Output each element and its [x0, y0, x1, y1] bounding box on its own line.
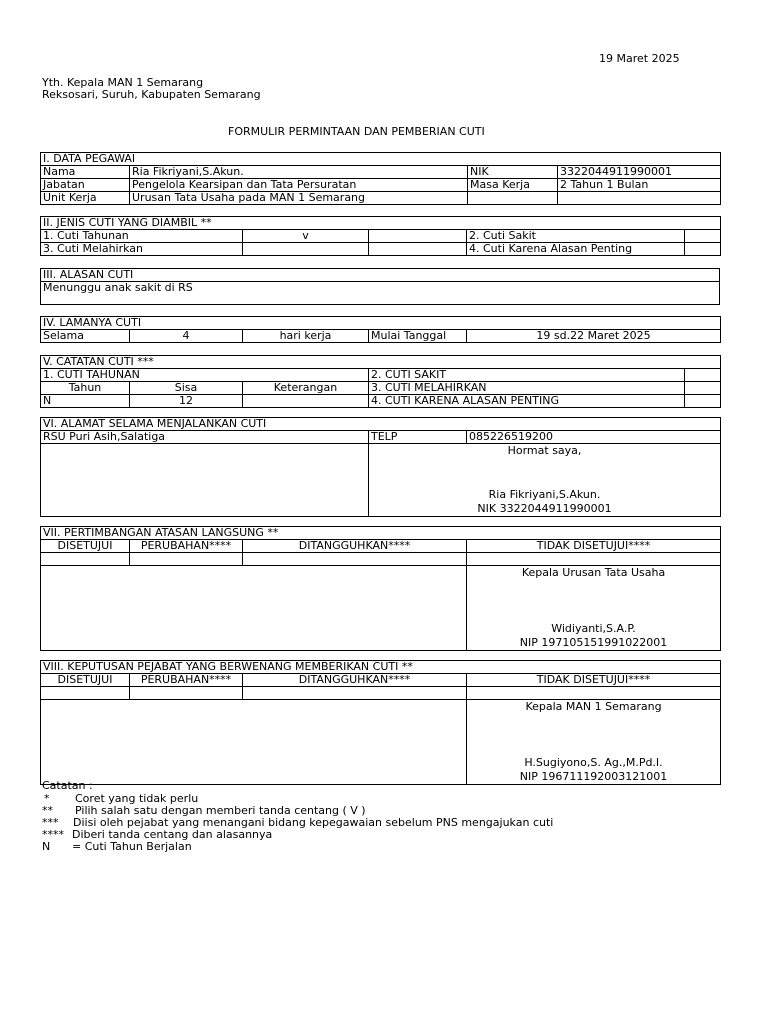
perubahan-header: PERUBAHAN****	[130, 674, 243, 687]
col-keterangan: Keterangan	[243, 382, 369, 395]
section-alasan-cuti	[40, 268, 720, 305]
note-mark-1: *	[44, 792, 50, 805]
perubahan-checkbox[interactable]	[130, 553, 243, 566]
section-lamanya-cuti	[40, 316, 721, 343]
selama-label: Selama	[41, 330, 130, 343]
tidak-disetujui-header: TIDAK DISETUJUI****	[467, 540, 721, 553]
jabatan-label: Jabatan	[41, 179, 130, 192]
section-title: VIII. KEPUTUSAN PEJABAT YANG BERWENANG MEMBERIKAN CUTI **	[41, 661, 721, 674]
disetujui-checkbox[interactable]	[41, 553, 130, 566]
form-title: FORMULIR PERMINTAAN DAN PEMBERIAN CUTI	[228, 125, 485, 138]
nik-label: NIK	[468, 166, 558, 179]
addressee-line-2: Reksosari, Suruh, Kabupaten Semarang	[42, 88, 261, 101]
checkmark-cuti-tahunan[interactable]: v	[243, 230, 369, 243]
section-alamat	[40, 417, 721, 517]
atasan-name: Widiyanti,S.A.P.	[551, 622, 636, 635]
perubahan-header: PERUBAHAN****	[130, 540, 243, 553]
atasan-nip: NIP 197105151991022001	[519, 636, 668, 649]
letter-date: 19 Maret 2025	[599, 52, 680, 65]
section-catatan-cuti	[40, 355, 721, 408]
option-cuti-tahunan: 1. Cuti Tahunan	[41, 230, 243, 243]
address-value: RSU Puri Asih,Salatiga	[41, 431, 369, 444]
section-title: III. ALASAN CUTI	[41, 269, 720, 282]
nama-value: Ria Fikriyani,S.Akun.	[130, 166, 468, 179]
jabatan-value: Pengelola Kearsipan dan Tata Persuratan	[130, 179, 468, 192]
note-mark-4: ****	[42, 828, 64, 841]
checkbox-cell[interactable]	[369, 230, 467, 243]
disetujui-header: DISETUJUI	[41, 540, 130, 553]
ditangguhkan-header: DITANGGUHKAN****	[243, 540, 467, 553]
days-unit: hari kerja	[243, 330, 369, 343]
mulai-tanggal-value: 19 sd.22 Maret 2025	[467, 330, 721, 343]
section-title: II. JENIS CUTI YANG DIAMBIL **	[41, 217, 721, 230]
section-title: IV. LAMANYA CUTI	[41, 317, 721, 330]
note-4: Diberi tanda centang dan alasannya	[72, 828, 273, 841]
perubahan-checkbox[interactable]	[130, 687, 243, 700]
note-mark-3: ***	[42, 816, 59, 829]
col-sisa: Sisa	[130, 382, 243, 395]
unit-kerja-label: Unit Kerja	[41, 192, 130, 205]
disetujui-header: DISETUJUI	[41, 674, 130, 687]
note-mark-5: N	[42, 840, 51, 853]
telp-label: TELP	[369, 431, 467, 444]
checkbox-cuti-alasan-penting[interactable]	[685, 243, 721, 256]
note-3: Diisi oleh pejabat yang menangani bidang kepegawaian sebelum PNS mengajukan cuti	[73, 816, 554, 829]
option-cuti-melahirkan: 3. Cuti Melahirkan	[41, 243, 243, 256]
col-tahun: Tahun	[41, 382, 130, 395]
cuti-sakit-label: 2. CUTI SAKIT	[369, 369, 685, 382]
cuti-melahirkan-label: 3. CUTI MELAHIRKAN	[369, 382, 685, 395]
section-pertimbangan-atasan	[40, 526, 721, 651]
checkbox-cuti-melahirkan[interactable]	[243, 243, 369, 256]
pejabat-nip: NIP 196711192003121001	[519, 770, 668, 783]
pejabat-signature-block	[467, 700, 721, 785]
addressee-line-1: Yth. Kepala MAN 1 Semarang	[42, 76, 204, 89]
pejabat-position: Kepala MAN 1 Semarang	[525, 700, 662, 713]
checkbox-cell[interactable]	[369, 243, 467, 256]
cuti-tahunan-heading: 1. CUTI TAHUNAN	[41, 369, 369, 382]
nik-value: 3322044911990001	[558, 166, 721, 179]
section-title: VI. ALAMAT SELAMA MENJALANKAN CUTI	[41, 418, 721, 431]
section-title: VII. PERTIMBANGAN ATASAN LANGSUNG **	[41, 527, 721, 540]
notes-title: Catatan :	[42, 779, 93, 792]
cuti-alasan-penting-label: 4. CUTI KARENA ALASAN PENTING	[369, 395, 685, 408]
section-title: I. DATA PEGAWAI	[41, 153, 721, 166]
nama-label: Nama	[41, 166, 130, 179]
n-sisa: 12	[130, 395, 243, 408]
atasan-signature-block	[467, 566, 721, 651]
reason-value: Menunggu anak sakit di RS	[41, 282, 720, 305]
pejabat-name: H.Sugiyono,S. Ag.,M.Pd.I.	[524, 756, 663, 769]
unit-kerja-value: Urusan Tata Usaha pada MAN 1 Semarang	[130, 192, 468, 205]
ditangguhkan-checkbox[interactable]	[243, 553, 467, 566]
tidak-disetujui-checkbox[interactable]	[467, 687, 721, 700]
section-keputusan-pejabat	[40, 660, 721, 785]
atasan-position: Kepala Urusan Tata Usaha	[521, 566, 666, 579]
note-2: Pilih salah satu dengan memberi tanda centang ( V )	[75, 804, 366, 817]
ditangguhkan-checkbox[interactable]	[243, 687, 467, 700]
option-cuti-alasan-penting: 4. Cuti Karena Alasan Penting	[467, 243, 685, 256]
telp-value: 085226519200	[467, 431, 721, 444]
applicant-signature-block	[369, 444, 721, 517]
option-cuti-sakit: 2. Cuti Sakit	[467, 230, 685, 243]
masa-kerja-label: Masa Kerja	[468, 179, 558, 192]
section-data-pegawai	[40, 152, 721, 205]
tidak-disetujui-checkbox[interactable]	[467, 553, 721, 566]
note-5: = Cuti Tahun Berjalan	[72, 840, 192, 853]
masa-kerja-value: 2 Tahun 1 Bulan	[558, 179, 721, 192]
note-mark-2: **	[42, 804, 53, 817]
tidak-disetujui-header: TIDAK DISETUJUI****	[467, 674, 721, 687]
disetujui-checkbox[interactable]	[41, 687, 130, 700]
checkbox-cuti-sakit[interactable]	[685, 230, 721, 243]
section-title: V. CATATAN CUTI ***	[41, 356, 721, 369]
days-value: 4	[130, 330, 243, 343]
applicant-nik: NIK 3322044911990001	[477, 502, 612, 515]
mulai-tanggal-label: Mulai Tanggal	[369, 330, 467, 343]
applicant-name: Ria Fikriyani,S.Akun.	[488, 488, 601, 501]
note-1: Coret yang tidak perlu	[75, 792, 199, 805]
ditangguhkan-header: DITANGGUHKAN****	[243, 674, 467, 687]
hormat-saya: Hormat saya,	[507, 444, 582, 457]
n-label: N	[41, 395, 130, 408]
section-jenis-cuti	[40, 216, 721, 256]
